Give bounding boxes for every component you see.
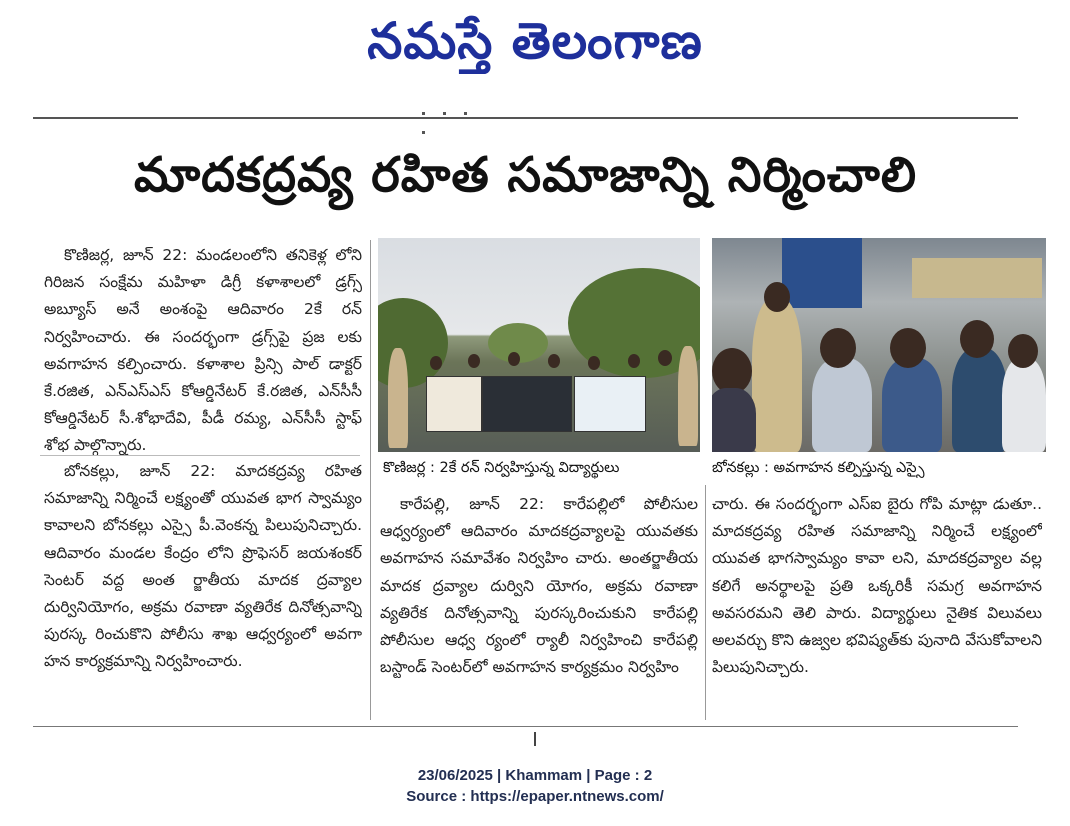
photo-awareness-meeting	[712, 238, 1046, 452]
story-bonakallu: బోనకల్లు, జూన్ 22: మాదకద్రవ్య రహిత సమాజాన్ని నిర్మించే లక్ష్యంతో యువత భాగ స్వామ్యం కావాలని బోనకల్లు ఎస్సై పీ.వెంకన్న పిలుపునిచ్చారు. ఆదివారం మండల కేంద్రం లోని ప్రొఫెసర్ జయశంకర్ సెంటర్ వద్ద అంత ర్జాతీయ మాదక ద్రవ్యాల దుర్వినియోగం, అక్రమ రవాణా వ్యతిరేక దినోత్సవాన్ని పురస్క రించుకొని పోలీసు శాఖ ఆధ్వర్యంలో అవగా హన కార్యక్రమాన్ని నిర్వహించారు.	[44, 462, 362, 671]
bottom-rule	[33, 726, 1018, 727]
masthead	[0, 0, 1070, 82]
edition-info: 23/06/2025 | Khammam | Page : 2	[417, 767, 653, 784]
top-rule	[33, 117, 1018, 119]
story-divider	[40, 455, 360, 456]
article-headline: మాదకద్రవ్య రహిత సమాజాన్ని నిర్మించాలి	[133, 147, 918, 203]
masthead-dots	[422, 100, 502, 102]
story-karepalli: కారేపల్లి, జూన్ 22: కారేపల్లిలో పోలీసుల ఆధ్వర్యంలో ఆదివారం మాదకద్రవ్యాలపై యువతకు అవగాహన సమావేశం నిర్వహిం చారు. అంతర్జాతీయ మాదక ద్రవ్యాల దుర్విని యోగం, అక్రమ రవాణా వ్యతిరేక దినోత్సవాన్ని పురస్కరించుకుని కారేపల్లి పోలీసుల ఆధ్వ ర్యంలో ర్యాలీ నిర్వహించి కారేపల్లి బస్టాండ్ సెంటర్‌లో అవగాహన కార్యక్రమం నిర్వహిం	[380, 495, 698, 677]
column-divider	[705, 485, 706, 720]
photo-caption-bonakallu: బోనకల్లు : అవగాహన కల్పిస్తున్న ఎస్సై	[712, 460, 925, 476]
photo-caption-konijerla: కొణిజర్ల : 2కే రన్ నిర్వహిస్తున్న విద్యార్థులు	[383, 460, 620, 476]
story-konijerla: కొణిజర్ల, జూన్ 22: మండలంలోని తనికెళ్ల లోని గిరిజన సంక్షేమ మహిళా డిగ్రీ కళాశాలలో డ్రగ్స్ అబ్యూస్ అనే అంశంపై ఆదివారం 2కే రన్ నిర్వహించారు. ఈ సందర్భంగా డ్రగ్స్‌పై ప్రజ లకు అవగాహన కల్పించారు. కళాశాల ప్రిన్సి పాల్ డాక్టర్ కే.రజిత, ఎన్ఎస్ఎస్ కోఆర్డినేటర్ కే.రజిత, ఎన్‌సీసీ కోఆర్డినేటర్ సీ.శోభాదేవి, పీడీ రమ్య, ఎన్‌సీసీ స్టాఫ్ శోభ పాల్గొన్నారు.	[44, 246, 362, 455]
source-link[interactable]: Source : https://epaper.ntnews.com/	[406, 788, 664, 805]
newspaper-logo: నమస్తే తెలంగాణ	[367, 12, 703, 70]
photo-2k-run	[378, 238, 700, 452]
page-tick	[534, 732, 536, 746]
story-karepalli-continued: చారు. ఈ సందర్భంగా ఎస్ఐ బైరు గోపి మాట్లా డుతూ.. మాదకద్రవ్య రహిత సమాజాన్ని నిర్మించే లక్ష్యంలో యువత భాగస్వామ్యం కావా లని, మాదకద్రవ్యాల వల్ల కలిగే అనర్థాలపై ప్రతి ఒక్కరికీ సమగ్ర అవగాహన అవసరమని తెలి పారు. విద్యార్థులు నైతిక విలువలు అలవర్చు కొని ఉజ్వల భవిష్యత్‌కు పునాది వేసుకోవాలని పిలుపునిచ్చారు.	[712, 495, 1042, 677]
column-divider	[370, 240, 371, 720]
